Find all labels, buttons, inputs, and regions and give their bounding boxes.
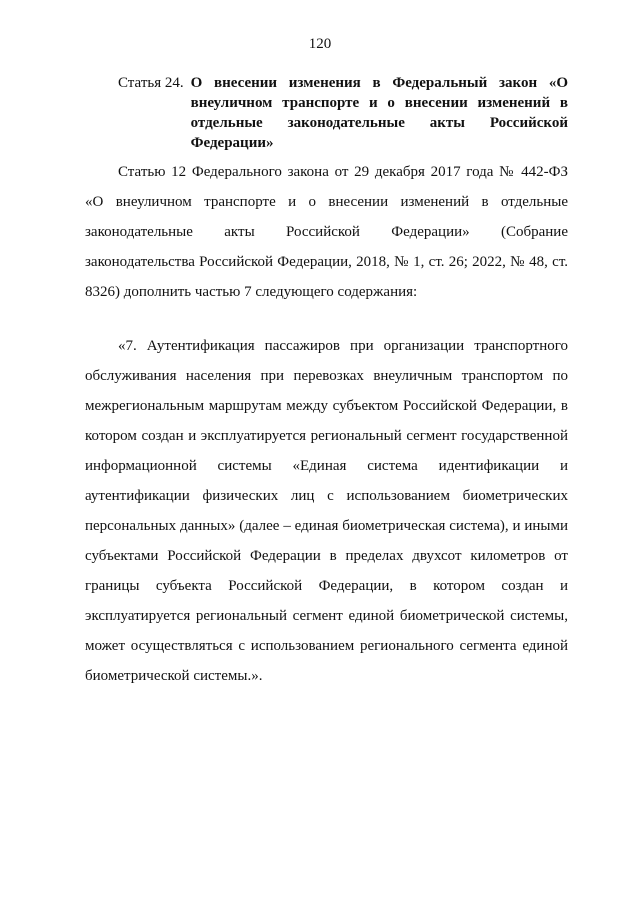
article-heading xyxy=(118,73,568,153)
page-number: 120 xyxy=(308,36,332,52)
article-title: О внесении изменения в Федеральный закон «О внеуличном транспорте и о внесении изменений в отдельные законодательные акты Российской Федерации» xyxy=(190,75,568,151)
paragraph-amendment-intro: Статью 12 Федерального закона от 29 декабря 2017 года № 442-ФЗ «О внеуличном транспорте и о внесении изменений в отдельные законодательные акты Российской Федерации» (Собрание законодательства Российской Федерации, 2018, № 1, ст. 26; 2022, № 48, ст. 8326) дополнить частью 7 следующего содержания: xyxy=(85,164,568,300)
article-label: Статья 24. xyxy=(118,75,184,91)
paragraph-amendment-text: «7. Аутентификация пассажиров при организации транспортного обслуживания населения при перевозках внеуличным транспортом по межрегиональным маршрутам между субъектом Российской Федерации, в котором создан и эксплуатируется региональный сегмент государственной информационной системы «Единая система идентификации и аутентификации физических лиц с использованием биометрических персональных данных» (далее – единая биометрическая система), и иными субъектами Российской Федерации в пределах двухсот километров от границы субъекта Российской Федерации, в котором создан и эксплуатируется региональный сегмент единой биометрической системы, может осуществляться с использованием регионального сегмента единой биометрической системы.». xyxy=(85,338,568,684)
